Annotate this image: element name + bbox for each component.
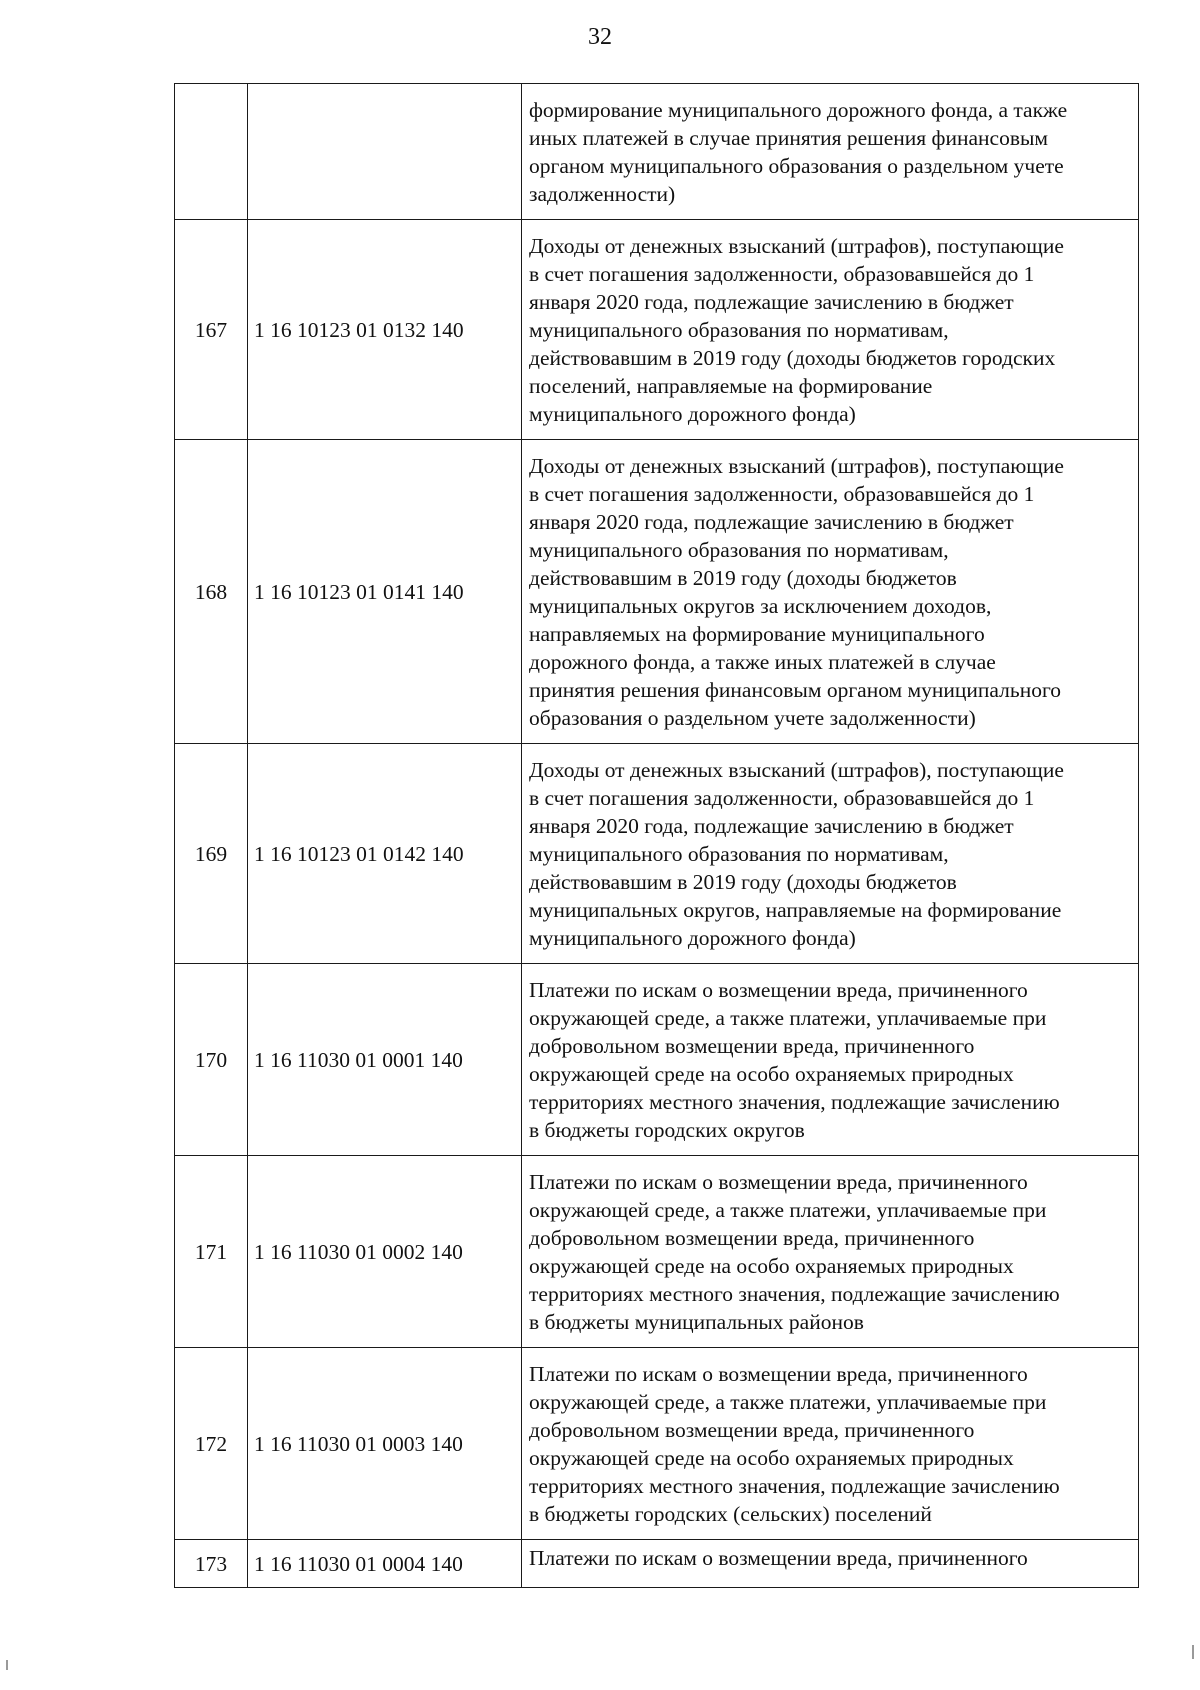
budget-code: 1 16 11030 01 0002 140 (248, 1156, 522, 1348)
description-line: января 2020 года, подлежащие зачислению в бюджет (529, 290, 1014, 314)
row-number: 167 (175, 220, 248, 440)
description-line: действовавшим в 2019 году (доходы бюджетов (529, 566, 957, 590)
description-line: территориях местного значения, подлежащие зачислению (529, 1090, 1060, 1114)
income-description (522, 1348, 1139, 1540)
page-number: 32 (588, 24, 612, 50)
description-line: муниципальных округов за исключением доходов, (529, 594, 992, 618)
row-number: 168 (175, 440, 248, 744)
description-line: окружающей среде, а также платежи, уплачиваемые при (529, 1006, 1047, 1030)
description-line: в счет погашения задолженности, образовавшейся до 1 (529, 262, 1035, 286)
income-description (522, 84, 1139, 220)
description-line: Доходы от денежных взысканий (штрафов), поступающие (529, 234, 1064, 258)
description-line: окружающей среде на особо охраняемых природных (529, 1254, 1014, 1278)
description-line: добровольном возмещении вреда, причиненного (529, 1226, 975, 1250)
table-row (175, 1348, 1139, 1540)
income-description (522, 1540, 1139, 1588)
description-line: в бюджеты городских округов (529, 1118, 805, 1142)
description-line: территориях местного значения, подлежащие зачислению (529, 1474, 1060, 1498)
description-line: муниципального образования по нормативам, (529, 842, 949, 866)
description-line: января 2020 года, подлежащие зачислению в бюджет (529, 510, 1014, 534)
description-line: принятия решения финансовым органом муниципального (529, 678, 1061, 702)
description-line: муниципального образования по нормативам, (529, 318, 949, 342)
description-line: Платежи по искам о возмещении вреда, причиненного (529, 978, 1028, 1002)
budget-code: 1 16 10123 01 0142 140 (248, 744, 522, 964)
description-line: окружающей среде, а также платежи, уплачиваемые при (529, 1198, 1047, 1222)
budget-classification-table (174, 83, 1139, 1588)
description-line: в бюджеты муниципальных районов (529, 1310, 864, 1334)
description-line: образования о раздельном учете задолженности) (529, 706, 976, 730)
description-line: муниципальных округов, направляемые на формирование (529, 898, 1062, 922)
budget-code: 1 16 10123 01 0132 140 (248, 220, 522, 440)
description-line: Доходы от денежных взысканий (штрафов), поступающие (529, 758, 1064, 782)
description-line: окружающей среде на особо охраняемых природных (529, 1062, 1014, 1086)
description-line: территориях местного значения, подлежащие зачислению (529, 1282, 1060, 1306)
description-line: добровольном возмещении вреда, причиненного (529, 1034, 975, 1058)
income-description (522, 440, 1139, 744)
description-line: окружающей среде на особо охраняемых природных (529, 1446, 1014, 1470)
description-line: дорожного фонда, а также иных платежей в случае (529, 650, 996, 674)
scan-artifact (1192, 1645, 1194, 1659)
scan-artifact (6, 1660, 8, 1670)
budget-code: 1 16 11030 01 0003 140 (248, 1348, 522, 1540)
income-description (522, 964, 1139, 1156)
row-number (175, 84, 248, 220)
row-number: 173 (175, 1540, 248, 1588)
description-line: января 2020 года, подлежащие зачислению в бюджет (529, 814, 1014, 838)
description-line: добровольном возмещении вреда, причиненного (529, 1418, 975, 1442)
income-description (522, 744, 1139, 964)
description-line: поселений, направляемые на формирование (529, 374, 933, 398)
description-line: органом муниципального образования о раздельном учете (529, 154, 1064, 178)
description-line: в бюджеты городских (сельских) поселений (529, 1502, 932, 1526)
description-line: в счет погашения задолженности, образовавшейся до 1 (529, 482, 1035, 506)
row-number: 171 (175, 1156, 248, 1348)
table-row (175, 964, 1139, 1156)
description-line: направляемых на формирование муниципального (529, 622, 985, 646)
description-line: окружающей среде, а также платежи, уплачиваемые при (529, 1390, 1047, 1414)
row-number: 172 (175, 1348, 248, 1540)
description-line: Платежи по искам о возмещении вреда, причиненного (529, 1170, 1028, 1194)
row-number: 169 (175, 744, 248, 964)
description-line: задолженности) (529, 182, 676, 206)
description-line: муниципального образования по нормативам, (529, 538, 949, 562)
budget-code: 1 16 11030 01 0004 140 (248, 1540, 522, 1588)
table-row (175, 84, 1139, 220)
budget-code (248, 84, 522, 220)
budget-code: 1 16 11030 01 0001 140 (248, 964, 522, 1156)
description-line: Платежи по искам о возмещении вреда, причиненного (529, 1362, 1028, 1386)
description-line: иных платежей в случае принятия решения финансовым (529, 126, 1049, 150)
description-line: в счет погашения задолженности, образовавшейся до 1 (529, 786, 1035, 810)
description-line: действовавшим в 2019 году (доходы бюджетов (529, 870, 957, 894)
table-row (175, 1156, 1139, 1348)
description-line: действовавшим в 2019 году (доходы бюджетов городских (529, 346, 1056, 370)
income-description (522, 1156, 1139, 1348)
table-row (175, 220, 1139, 440)
description-line: муниципального дорожного фонда) (529, 926, 856, 950)
row-number: 170 (175, 964, 248, 1156)
table-row (175, 744, 1139, 964)
income-description (522, 220, 1139, 440)
description-line: Доходы от денежных взысканий (штрафов), поступающие (529, 454, 1064, 478)
description-line: формирование муниципального дорожного фонда, а также (529, 98, 1068, 122)
budget-code: 1 16 10123 01 0141 140 (248, 440, 522, 744)
description-line: муниципального дорожного фонда) (529, 402, 856, 426)
table-row (175, 440, 1139, 744)
table-row (175, 1540, 1139, 1588)
description-line: Платежи по искам о возмещении вреда, причиненного (529, 1546, 1028, 1570)
